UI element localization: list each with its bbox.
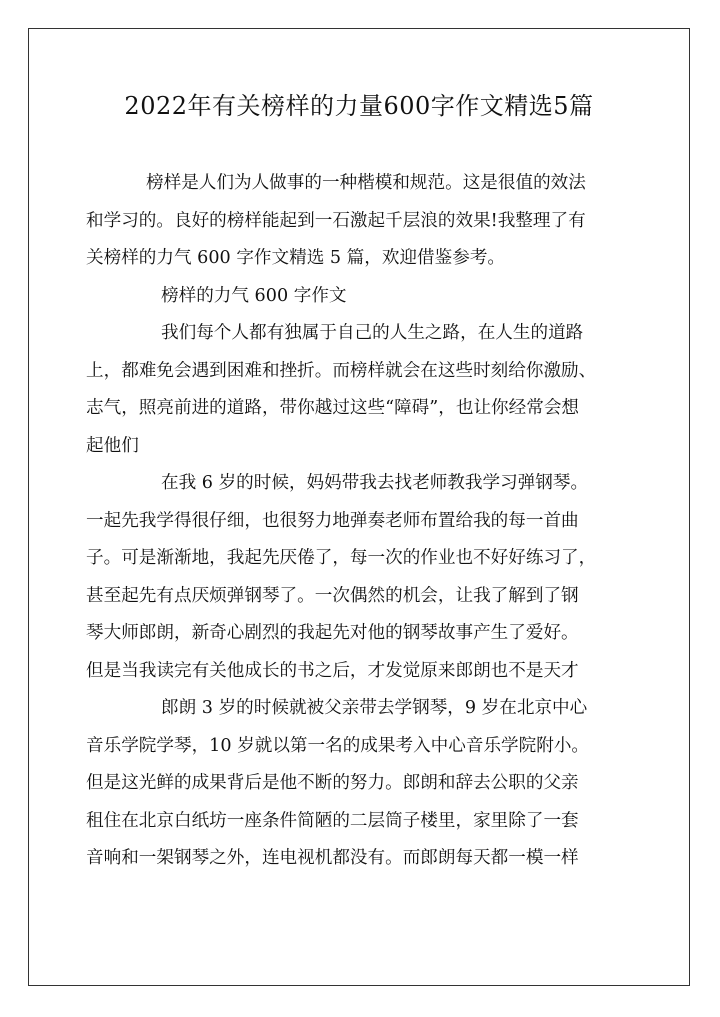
paragraph-line: 音乐学院学琴，10 岁就以第一名的成果考入中心音乐学院附小。 (86, 735, 590, 756)
paragraph-line: 关榜样的力气 600 字作文精选 5 篇，欢迎借鉴参考。 (86, 248, 506, 268)
paragraph-line: 上，都难免会遇到困难和挫折。而榜样就会在这些时刻给你激励、 (86, 360, 597, 381)
paragraph-line: 但是这光鲜的成果背后是他不断的努力。郎朗和辞去公职的父亲 (86, 773, 579, 793)
paragraph-line: 租住在北京白纸坊一座条件简陋的二层筒子楼里，家里除了一套 (86, 810, 579, 831)
paragraph-line: 甚至起先有点厌烦弹钢琴了。一次偶然的机会，让我了解到了钢 (86, 585, 579, 606)
paragraph-line: 一起先我学得很仔细，也很努力地弹奏老师布置给我的每一首曲 (86, 510, 579, 531)
paragraph-line: 子。可是渐渐地，我起先厌倦了，每一次的作业也不好好练习了， (86, 548, 597, 568)
document-body (86, 165, 636, 878)
paragraph-line: 我们每个人都有独属于自己的人生之路，在人生的道路 (161, 323, 584, 343)
document-title: 2022年有关榜样的力量600字作文精选5篇 (124, 92, 594, 120)
paragraph-line: 在我 6 岁的时候，妈妈带我去找老师教我学习弹钢琴。 (161, 473, 589, 493)
paragraph-line: 琴大师郎朗，新奇心剧烈的我起先对他的钢琴故事产生了爱好。 (86, 623, 579, 643)
section-heading: 榜样的力气 600 字作文 (161, 285, 347, 306)
paragraph-line: 起他们 (86, 435, 139, 456)
paragraph-line: 但是当我读完有关他成长的书之后，才发觉原来郎朗也不是天才 (86, 660, 579, 681)
paragraph-line: 郎朗 3 岁的时候就被父亲带去学钢琴，9 岁在北京中心 (161, 698, 588, 718)
paragraph-line: 榜样是人们为人做事的一种楷模和规范。这是很值的效法 (146, 173, 586, 193)
paragraph-line: 音响和一架钢琴之外，连电视机都没有。而郎朗每天都一模一样 (86, 848, 579, 868)
paragraph-line: 和学习的。良好的榜样能起到一石激起千层浪的效果!我整理了有 (86, 210, 586, 231)
paragraph-line: 志气，照亮前进的道路，带你越过这些“障碍”，也让你经常会想 (86, 398, 580, 418)
